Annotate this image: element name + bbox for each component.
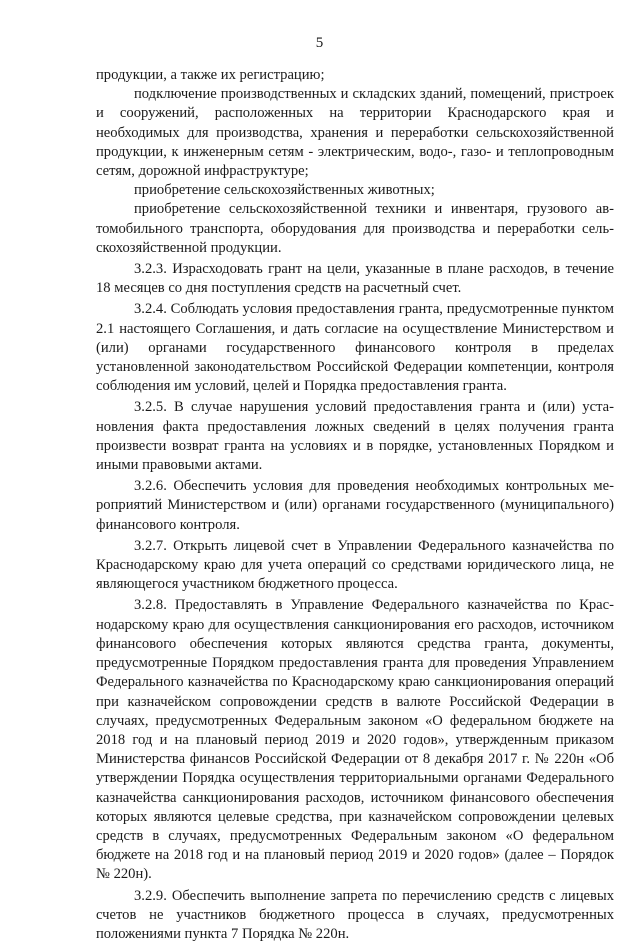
paragraph-3-2-3: 3.2.3. Израсходовать грант на цели, указанные в плане расходов, в течение 18 месяцев со дня поступления средств на расчетный счет. [96,261,614,297]
paragraph-machinery-purchase: приобретение сельскохозяйственной техники и инвентаря, грузового автомобильного транспорта, оборудования для производства и переработки сельскохозяйственной продукции. [96,201,614,256]
document-body [96,66,614,944]
paragraph-3-2-9: 3.2.9. Обеспечить выполнение запрета по перечислению средств с лицевых счетов не участников бюджетного процесса в случаях, предусмотренных положениями пункта 7 Порядка № 220н. [96,887,614,942]
paragraph-3-2-8: 3.2.8. Предоставлять в Управление Федерального казначейства по Краснодарскому краю для осуществления санкционирования его расходов, источником финансового обеспечения которых являются средства гранта, документы, предусмотренные Порядком предоставления гранта для проведения Управлением Федерального казначейства по Краснодарскому краю санкционирования операций при казначейском сопровождении средств в валюте Российской Федерации в случаях, предусмотренных Федеральным законом «О федеральном бюджете на 2018 год и на плановый период 2019 и 2020 годов», утвержденным приказом Министерства финансов Российской Федерации от 8 декабря 2017 г. № 220н «Об утверждении Порядка осуществления территориальными органами Федерального казначейства санкционирования расходов, источником финансового обеспечения которых являются целевые средства, при казначейском сопровождении целевых средств в случаях, предусмотренных Федеральным законом «О федеральном бюджете на 2018 год и на плановый период 2019 и 2020 годов» (далее – Порядок № 220н). [96,597,614,883]
paragraph-3-2-5: 3.2.5. В случае нарушения условий предоставления гранта и (или) установления факта предоставления ложных сведений в целях получения гранта произвести возврат гранта на условиях и в порядке, установленных Порядком и иными правовыми актами. [96,399,614,474]
paragraph-3-2-6: 3.2.6. Обеспечить условия для проведения необходимых контрольных мероприятий Министерством и (или) органами государственного (муниципального) финансового контроля. [96,478,614,533]
paragraph-3-2-4: 3.2.4. Соблюдать условия предоставления гранта, предусмотренные пунктом 2.1 настоящего Соглашения, и дать согласие на осуществление Министерством и (или) органами государственного финансового контроля в пределах установленной законодательством Российской Федерации компетенции, контроля соблюдения им условий, целей и Порядка предоставления гранта. [96,301,614,395]
paragraph-livestock-purchase: приобретение сельскохозяйственных животных; [134,182,435,199]
paragraph-3-2-7: 3.2.7. Открыть лицевой счет в Управлении Федерального казначейства по Краснодарскому краю для учета операций со средствами юридического лица, не являющегося участником бюджетного процесса. [96,537,614,593]
page-number: 5 [315,35,324,51]
paragraph-building-connection: подключение производственных и складских зданий, помещений, пристроек и сооружений, расположенных на территории Краснодарского края и необходимых для производства, хранения и переработки сельскохозяйственной продукции, к инженерным сетям - электрическим, водо-, газо- и теплопроводным сетям, дорожной инфраструктуре; [96,86,614,180]
paragraph-continuation: продукции, а также их регистрацию; [96,67,325,83]
